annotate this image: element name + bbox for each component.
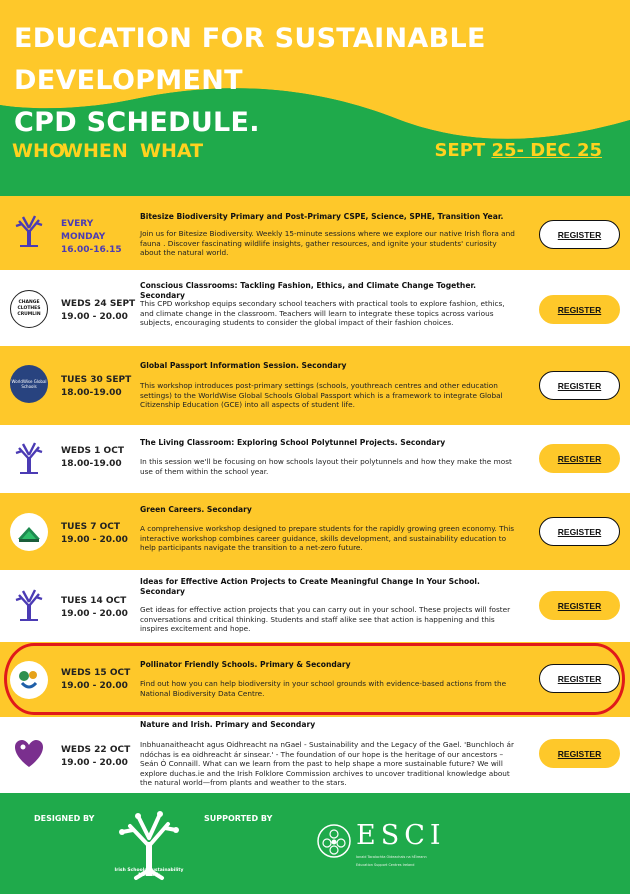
event-when: TUES 7 OCT 19.00 - 20.00 [61,522,128,545]
tree-icon [10,439,48,477]
event-when: WEDS 24 SEPT 19.00 - 20.00 [61,299,136,322]
esci-name: ESCI [356,820,446,851]
event-title: Global Passport Information Session. Secondary [140,361,347,370]
event-when: EVERY MONDAY 16.00-16.15 [61,219,122,255]
register-button[interactable]: REGISTER [539,371,620,400]
event-title: Nature and Irish. Primary and Secondary [140,720,316,729]
esci-emblem-icon [316,823,352,859]
event-title: Pollinator Friendly Schools. Primary & Secondary [140,660,351,669]
event-row [0,270,630,346]
register-button[interactable]: REGISTER [539,664,620,693]
event-description: This CPD workshop equips secondary school teachers with practical tools to explore fashion, ethics, and climate change in the classroom. Teachers will learn to integrate these topics across various subjects, encouraging students to consider the global impact of their fashion choices. [140,299,505,328]
tree-icon [10,212,48,250]
event-row [0,493,630,570]
register-button[interactable]: REGISTER [539,444,620,473]
title-line-1: EDUCATION FOR SUSTAINABLE DEVELOPMENT [14,23,486,96]
event-title: Conscious Classrooms: Tackling Fashion, Ethics, and Climate Change Together. Secondary [140,281,477,300]
register-button[interactable]: REGISTER [539,220,620,249]
event-description: Join us for Bitesize Biodiversity. Weekly 15-minute sessions where we explore our native Irish flora and fauna . Discover fascinating wildlife insights, gather resources, and ignite your students' curiosity about the natural world. [140,229,515,258]
page-title [14,18,614,144]
event-when: TUES 30 SEPT 18.00-19.00 [61,375,132,398]
column-when: WHEN [62,140,128,162]
register-button[interactable]: REGISTER [539,591,620,620]
change-clothes-crumlin-logo: CHANGE CLOTHES CRUMLIN [10,290,48,328]
register-button[interactable]: REGISTER [539,517,620,546]
event-description: Find out how you can help biodiversity in your school grounds with evidence-based actions from the National Biodiversity Data Centre. [140,679,507,698]
event-when: WEDS 1 OCT 18.00-19.00 [61,446,124,469]
tree-icon [10,586,48,624]
event-description: Inbhuanaitheacht agus Oidhreacht na nGael - Sustainability and the Legacy of the Gael. 'Bunchloch ár ndóchas is ea oidhreacht ár sinsear.' - The foundation of our hope is the heritage of our ancestors – Seán Ó Connaill. What can we learn from the past to help shape a more sustainable future? We will explore duchas.ie and the Irish Folklore Commission archives to uncover traditional knowledge about the natural world—from plants and weather to the stars. [140,740,514,788]
event-description: Get ideas for effective action projects that you can carry out in your school. These projects will foster conversations and critical thinking. Students and staff alike see that action is happening and this inspires excitement and hope. [140,605,511,634]
green-careers-icon [10,513,48,551]
event-when: TUES 14 OCT 19.00 - 20.00 [61,596,128,619]
event-title: Green Careers. Secondary [140,505,252,514]
irish-schools-sustainability-network-logo: Irish Schools Sustainability Network [108,806,190,886]
title-line-2: CPD SCHEDULE. [14,107,260,138]
column-what: WHAT [140,140,204,162]
esci-subtitle-irish: Ionaid Tacaíochta Oideachais na hÉireann [356,855,427,859]
event-row [0,642,630,717]
event-row [0,717,630,793]
supported-by-label: SUPPORTED BY [204,814,273,823]
column-who: WHO [12,140,66,162]
event-when: WEDS 22 OCT 19.00 - 20.00 [61,745,131,768]
event-title: Bitesize Biodiversity Primary and Post-Primary CSPE, Science, SPHE, Transition Year. [140,212,504,221]
heart-logo [10,735,48,773]
event-when: WEDS 15 OCT 19.00 - 20.00 [61,668,131,691]
event-title: The Living Classroom: Exploring School Polytunnel Projects. Secondary [140,438,446,447]
pollinator-icon [10,661,48,699]
event-row [0,570,630,642]
date-range: SEPT 25- DEC 25 [434,140,602,161]
event-title: Ideas for Effective Action Projects to Create Meaningful Change In Your School. Secondary [140,577,480,596]
event-description: A comprehensive workshop designed to prepare students for the rapidly growing green economy. This interactive workshop combines career guidance, skills development, and sustainability education to help participants navigate the transition to a net-zero future. [140,524,515,553]
event-description: This workshop introduces post-primary settings (schools, youthreach centres and other education settings) to the WorldWise Global Schools Global Passport which is a framework to integrate Global Citizenship Education (GCE) into all aspects of student life. [140,381,503,410]
designed-by-label: DESIGNED BY [34,814,95,823]
register-button[interactable]: REGISTER [539,739,620,768]
worldwise-global-schools-logo: WorldWise Global Schools [10,365,48,403]
esci-subtitle-english: Education Support Centres Ireland [356,863,415,867]
event-row [0,425,630,493]
event-description: In this session we'll be focusing on how schools layout their polytunnels and how they make the most use of them within the school year. [140,457,512,476]
register-button[interactable]: REGISTER [539,295,620,324]
event-row [0,196,630,270]
event-row [0,346,630,425]
